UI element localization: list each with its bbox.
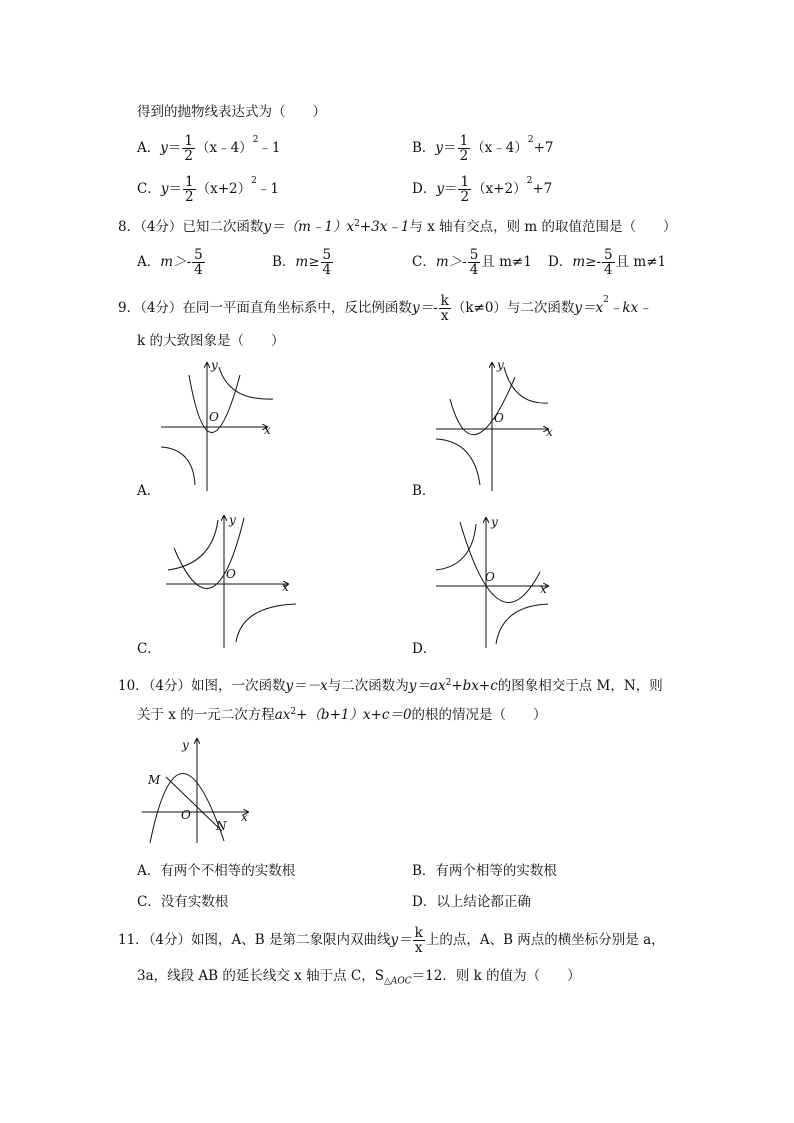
q10-stem: 10．（4分）如图，一次函数y＝－x与二次函数为$y=ax^2+bx+c$的图象相交于点 M，N，则 — [118, 678, 663, 694]
q9-graph-a — [155, 355, 285, 495]
line-y-neg-x — [166, 777, 222, 831]
q7-option-d[interactable]: D．y＝ $\frac{1}{2}$ $(x+2)^2+7$ — [412, 174, 553, 205]
q9-graph-b — [430, 355, 560, 495]
q7-option-a[interactable]: A．y＝ $\frac{1}{2}$ （x﹣4）$^2$﹣1 — [137, 133, 281, 164]
hyperbola-q1 — [504, 367, 548, 403]
origin-label: O — [181, 808, 191, 822]
hyperbola-q2 — [168, 520, 218, 570]
point-n-label: N — [216, 819, 227, 833]
origin-label: O — [485, 570, 495, 584]
origin-label: O — [494, 411, 504, 425]
q10-option-c[interactable]: C．没有实数根 — [137, 894, 229, 910]
x-label: x — [282, 580, 289, 594]
q10-graph — [140, 735, 260, 847]
q9-graph-d — [430, 512, 560, 652]
q11-stem-line2: 3a，线段 AB 的延长线交 x 轴于点 C，$S_{\triangle AOC}=12$．则 k 的值为（ ） — [137, 968, 581, 987]
q10-option-a[interactable]: A．有两个不相等的实数根 — [137, 863, 296, 879]
x-label: x — [241, 810, 248, 824]
q9-option-a[interactable]: A． — [137, 483, 161, 499]
q10-option-d[interactable]: D．以上结论都正确 — [412, 894, 531, 910]
q9-option-d[interactable]: D． — [412, 641, 437, 657]
q10-option-b[interactable]: B．有两个相等的实数根 — [412, 863, 557, 879]
q8-option-a[interactable]: A．m＞- $\frac{5}{4}$ — [137, 247, 203, 278]
y-label: y — [211, 358, 218, 372]
hyperbola-q4 — [236, 604, 296, 642]
hyperbola-q1 — [219, 367, 273, 399]
q9-stem: 9．（4分）在同一平面直角坐标系中，反比例函数y＝- $\frac{k}{x}$ （k≠0）与二次函数$y=x^2﹣kx﹣$ — [118, 293, 652, 324]
hyperbola-q4 — [496, 604, 548, 644]
point-m-label: M — [148, 773, 161, 787]
hyperbola-q2 — [436, 524, 476, 570]
q9-option-c[interactable]: C． — [137, 641, 161, 657]
q7-option-c[interactable]: C．y＝ $\frac{1}{2}$ $(x+2)^2﹣1$ — [137, 174, 279, 205]
q9-option-b[interactable]: B． — [412, 483, 436, 499]
q8-option-b[interactable]: B．m≥ $\frac{5}{4}$ — [272, 247, 332, 278]
origin-label: O — [209, 410, 219, 424]
q8-stem: 8．（4分）已知二次函数$y=(m﹣1)x^2+3x﹣1$与 x 轴有交点，则 m 的取值范围是（ ） — [118, 219, 677, 235]
q7-option-b[interactable]: B．y＝ $\frac{1}{2}$ （x﹣4）$^2$+7 — [412, 133, 554, 164]
q8-option-c[interactable]: C．m＞- $\frac{5}{4}$ 且 m≠1 — [412, 247, 532, 278]
q11-stem: 11．（4分）如图，A、B 是第二象限内双曲线y＝ $\frac{k}{x}$ 上的点，A、B 两点的横坐标分别是 a， — [118, 925, 665, 956]
y-label: y — [229, 513, 236, 527]
q9-stem-line2: k 的大致图象是（ ） — [137, 333, 285, 349]
q8-option-d[interactable]: D．m≥- $\frac{5}{4}$ 且 m≠1 — [548, 247, 667, 278]
q10-stem-line2: 关于 x 的一元二次方程$ax^2+(b+1)x+c=0$的根的情况是（ ） — [137, 707, 547, 723]
q9-graph-c — [160, 512, 300, 652]
y-label: y — [491, 515, 498, 529]
hyperbola-q3 — [436, 439, 480, 485]
x-label: x — [264, 423, 271, 437]
parabola — [460, 522, 540, 602]
y-label: y — [497, 358, 504, 372]
y-label: y — [182, 738, 189, 752]
q7-stem-end: 得到的抛物线表达式为（ ） — [137, 104, 326, 120]
x-label: x — [546, 425, 553, 439]
parabola — [450, 377, 515, 435]
x-label: x — [540, 582, 547, 596]
hyperbola-q3 — [161, 447, 195, 485]
origin-label: O — [226, 567, 236, 581]
